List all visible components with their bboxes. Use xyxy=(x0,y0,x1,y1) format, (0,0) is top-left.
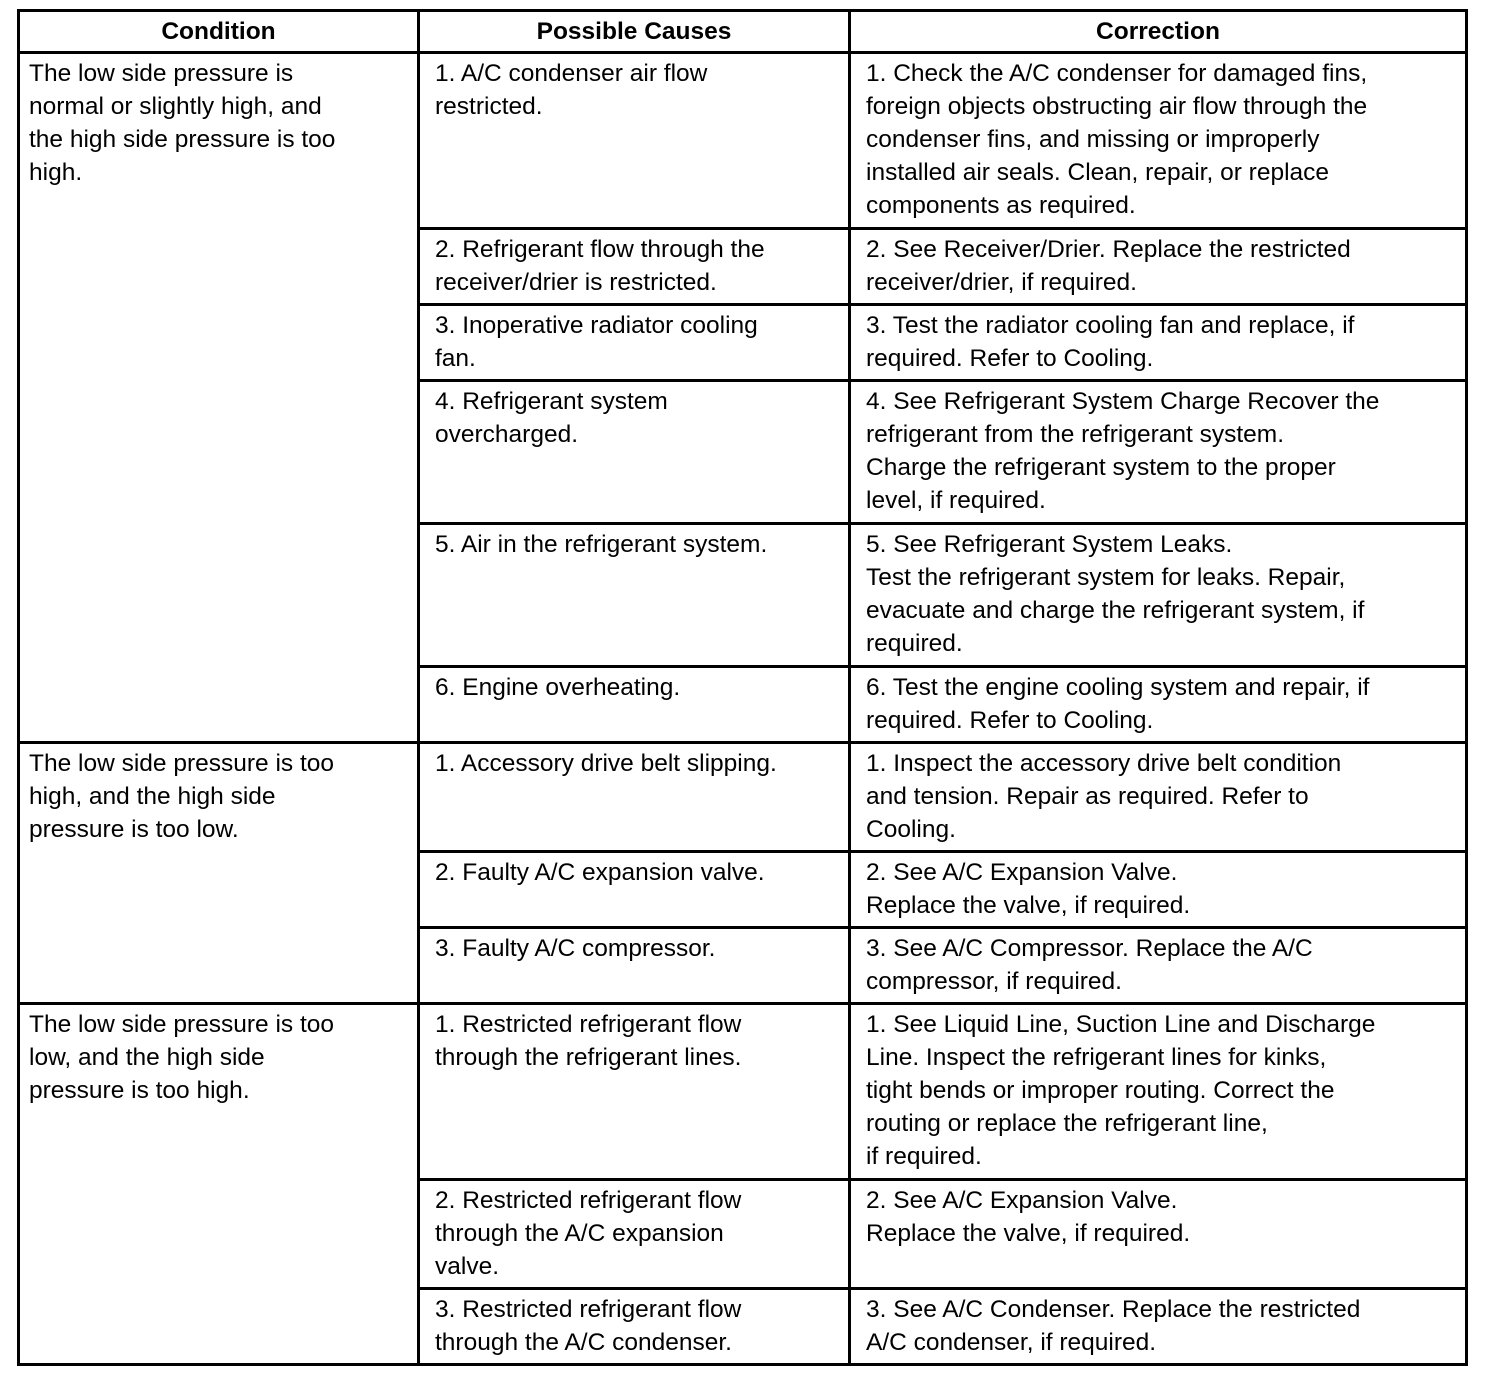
cause-text-line: valve. xyxy=(435,1253,500,1280)
correction-cell xyxy=(850,53,1467,229)
possible-cause-cell xyxy=(419,53,850,229)
correction-text-line: Test the refrigerant system for leaks. Repair, xyxy=(866,564,1346,591)
correction-text-line: 2. See A/C Expansion Valve. xyxy=(866,1187,1178,1214)
correction-text-line: 4. See Refrigerant System Charge Recover the xyxy=(866,388,1380,415)
correction-cell xyxy=(850,381,1467,524)
condition-text-line: The low side pressure is xyxy=(29,60,294,87)
cause-text-line: through the A/C expansion xyxy=(435,1220,724,1247)
correction-cell xyxy=(850,667,1467,743)
cause-text-line: through the A/C condenser. xyxy=(435,1329,732,1356)
condition-text-line: normal or slightly high, and xyxy=(29,93,322,120)
correction-text-line: Replace the valve, if required. xyxy=(866,892,1191,919)
possible-cause-cell xyxy=(419,743,850,852)
correction-text-line: and tension. Repair as required. Refer to xyxy=(866,783,1309,810)
correction-text-line: tight bends or improper routing. Correct the xyxy=(866,1077,1335,1104)
correction-text-line: evacuate and charge the refrigerant system, if xyxy=(866,597,1365,624)
cause-text-line: restricted. xyxy=(435,93,543,120)
cause-text-line: 2. Faulty A/C expansion valve. xyxy=(435,859,765,886)
possible-cause-cell xyxy=(419,928,850,1004)
condition-text-line: the high side pressure is too xyxy=(29,126,336,153)
correction-cell xyxy=(850,743,1467,852)
correction-cell xyxy=(850,524,1467,667)
correction-text-line: routing or replace the refrigerant line, xyxy=(866,1110,1268,1137)
cause-text-line: receiver/drier is restricted. xyxy=(435,269,717,296)
cause-text-line: through the refrigerant lines. xyxy=(435,1044,742,1071)
condition-cell xyxy=(19,743,419,1004)
correction-text-line: Cooling. xyxy=(866,816,956,843)
correction-text-line: 1. See Liquid Line, Suction Line and Discharge xyxy=(866,1011,1376,1038)
condition-text-line: The low side pressure is too xyxy=(29,750,335,777)
correction-text-line: required. Refer to Cooling. xyxy=(866,707,1154,734)
cause-text-line: 1. A/C condenser air flow xyxy=(435,60,708,87)
cause-text-line: 6. Engine overheating. xyxy=(435,674,681,701)
cause-text-line: 3. Faulty A/C compressor. xyxy=(435,935,716,962)
diagnosis-table xyxy=(17,9,1468,1366)
correction-cell xyxy=(850,852,1467,928)
correction-cell xyxy=(850,928,1467,1004)
cause-text-line: 2. Restricted refrigerant flow xyxy=(435,1187,742,1214)
condition-text-line: pressure is too low. xyxy=(29,816,239,843)
condition-text-line: pressure is too high. xyxy=(29,1077,250,1104)
correction-text-line: foreign objects obstructing air flow through the xyxy=(866,93,1368,120)
possible-cause-cell xyxy=(419,229,850,305)
correction-text-line: required. xyxy=(866,630,963,657)
cause-text-line: 5. Air in the refrigerant system. xyxy=(435,531,768,558)
table-row xyxy=(19,743,1467,852)
table-row xyxy=(19,1004,1467,1180)
correction-text-line: Line. Inspect the refrigerant lines for kinks, xyxy=(866,1044,1327,1071)
correction-text-line: compressor, if required. xyxy=(866,968,1122,995)
correction-cell xyxy=(850,1180,1467,1289)
correction-cell xyxy=(850,1289,1467,1365)
possible-cause-cell xyxy=(419,524,850,667)
possible-cause-cell xyxy=(419,381,850,524)
cause-text-line: fan. xyxy=(435,345,476,372)
cause-text-line: 1. Restricted refrigerant flow xyxy=(435,1011,742,1038)
correction-text-line: condenser fins, and missing or improperly xyxy=(866,126,1320,153)
table-body xyxy=(19,53,1467,1365)
cause-text-line: overcharged. xyxy=(435,421,579,448)
condition-text-line: high, and the high side xyxy=(29,783,276,810)
possible-cause-cell xyxy=(419,667,850,743)
header-row xyxy=(19,11,1467,53)
condition-cell xyxy=(19,53,419,743)
correction-text-line: A/C condenser, if required. xyxy=(866,1329,1157,1356)
correction-text-line: Replace the valve, if required. xyxy=(866,1220,1191,1247)
correction-text-line: 2. See Receiver/Drier. Replace the restricted xyxy=(866,236,1351,263)
correction-cell xyxy=(850,1004,1467,1180)
correction-text-line: 2. See A/C Expansion Valve. xyxy=(866,859,1178,886)
possible-cause-cell xyxy=(419,1180,850,1289)
correction-text-line: 5. See Refrigerant System Leaks. xyxy=(866,531,1233,558)
cause-text-line: 3. Inoperative radiator cooling xyxy=(435,312,758,339)
header-correction: Correction xyxy=(850,11,1467,53)
possible-cause-cell xyxy=(419,1289,850,1365)
condition-text-line: The low side pressure is too xyxy=(29,1011,335,1038)
table-row xyxy=(19,53,1467,229)
correction-text-line: installed air seals. Clean, repair, or replace xyxy=(866,159,1330,186)
correction-text-line: required. Refer to Cooling. xyxy=(866,345,1154,372)
header-condition: Condition xyxy=(19,11,419,53)
correction-text-line: 3. See A/C Compressor. Replace the A/C xyxy=(866,935,1313,962)
cause-text-line: 1. Accessory drive belt slipping. xyxy=(435,750,777,777)
possible-cause-cell xyxy=(419,1004,850,1180)
correction-text-line: 1. Check the A/C condenser for damaged fins, xyxy=(866,60,1368,87)
correction-text-line: Charge the refrigerant system to the proper xyxy=(866,454,1336,481)
correction-text-line: level, if required. xyxy=(866,487,1046,514)
correction-text-line: 3. Test the radiator cooling fan and replace, if xyxy=(866,312,1355,339)
condition-text-line: low, and the high side xyxy=(29,1044,265,1071)
condition-cell xyxy=(19,1004,419,1365)
correction-text-line: components as required. xyxy=(866,192,1136,219)
correction-text-line: receiver/drier, if required. xyxy=(866,269,1137,296)
condition-text-line: high. xyxy=(29,159,83,186)
correction-text-line: 6. Test the engine cooling system and repair, if xyxy=(866,674,1370,701)
correction-text-line: 1. Inspect the accessory drive belt condition xyxy=(866,750,1342,777)
correction-text-line: if required. xyxy=(866,1143,982,1170)
cause-text-line: 4. Refrigerant system xyxy=(435,388,668,415)
possible-cause-cell xyxy=(419,852,850,928)
correction-cell xyxy=(850,305,1467,381)
correction-cell xyxy=(850,229,1467,305)
cause-text-line: 3. Restricted refrigerant flow xyxy=(435,1296,742,1323)
correction-text-line: refrigerant from the refrigerant system. xyxy=(866,421,1285,448)
correction-text-line: 3. See A/C Condenser. Replace the restricted xyxy=(866,1296,1361,1323)
cause-text-line: 2. Refrigerant flow through the xyxy=(435,236,765,263)
header-possible-causes: Possible Causes xyxy=(419,11,850,53)
possible-cause-cell xyxy=(419,305,850,381)
